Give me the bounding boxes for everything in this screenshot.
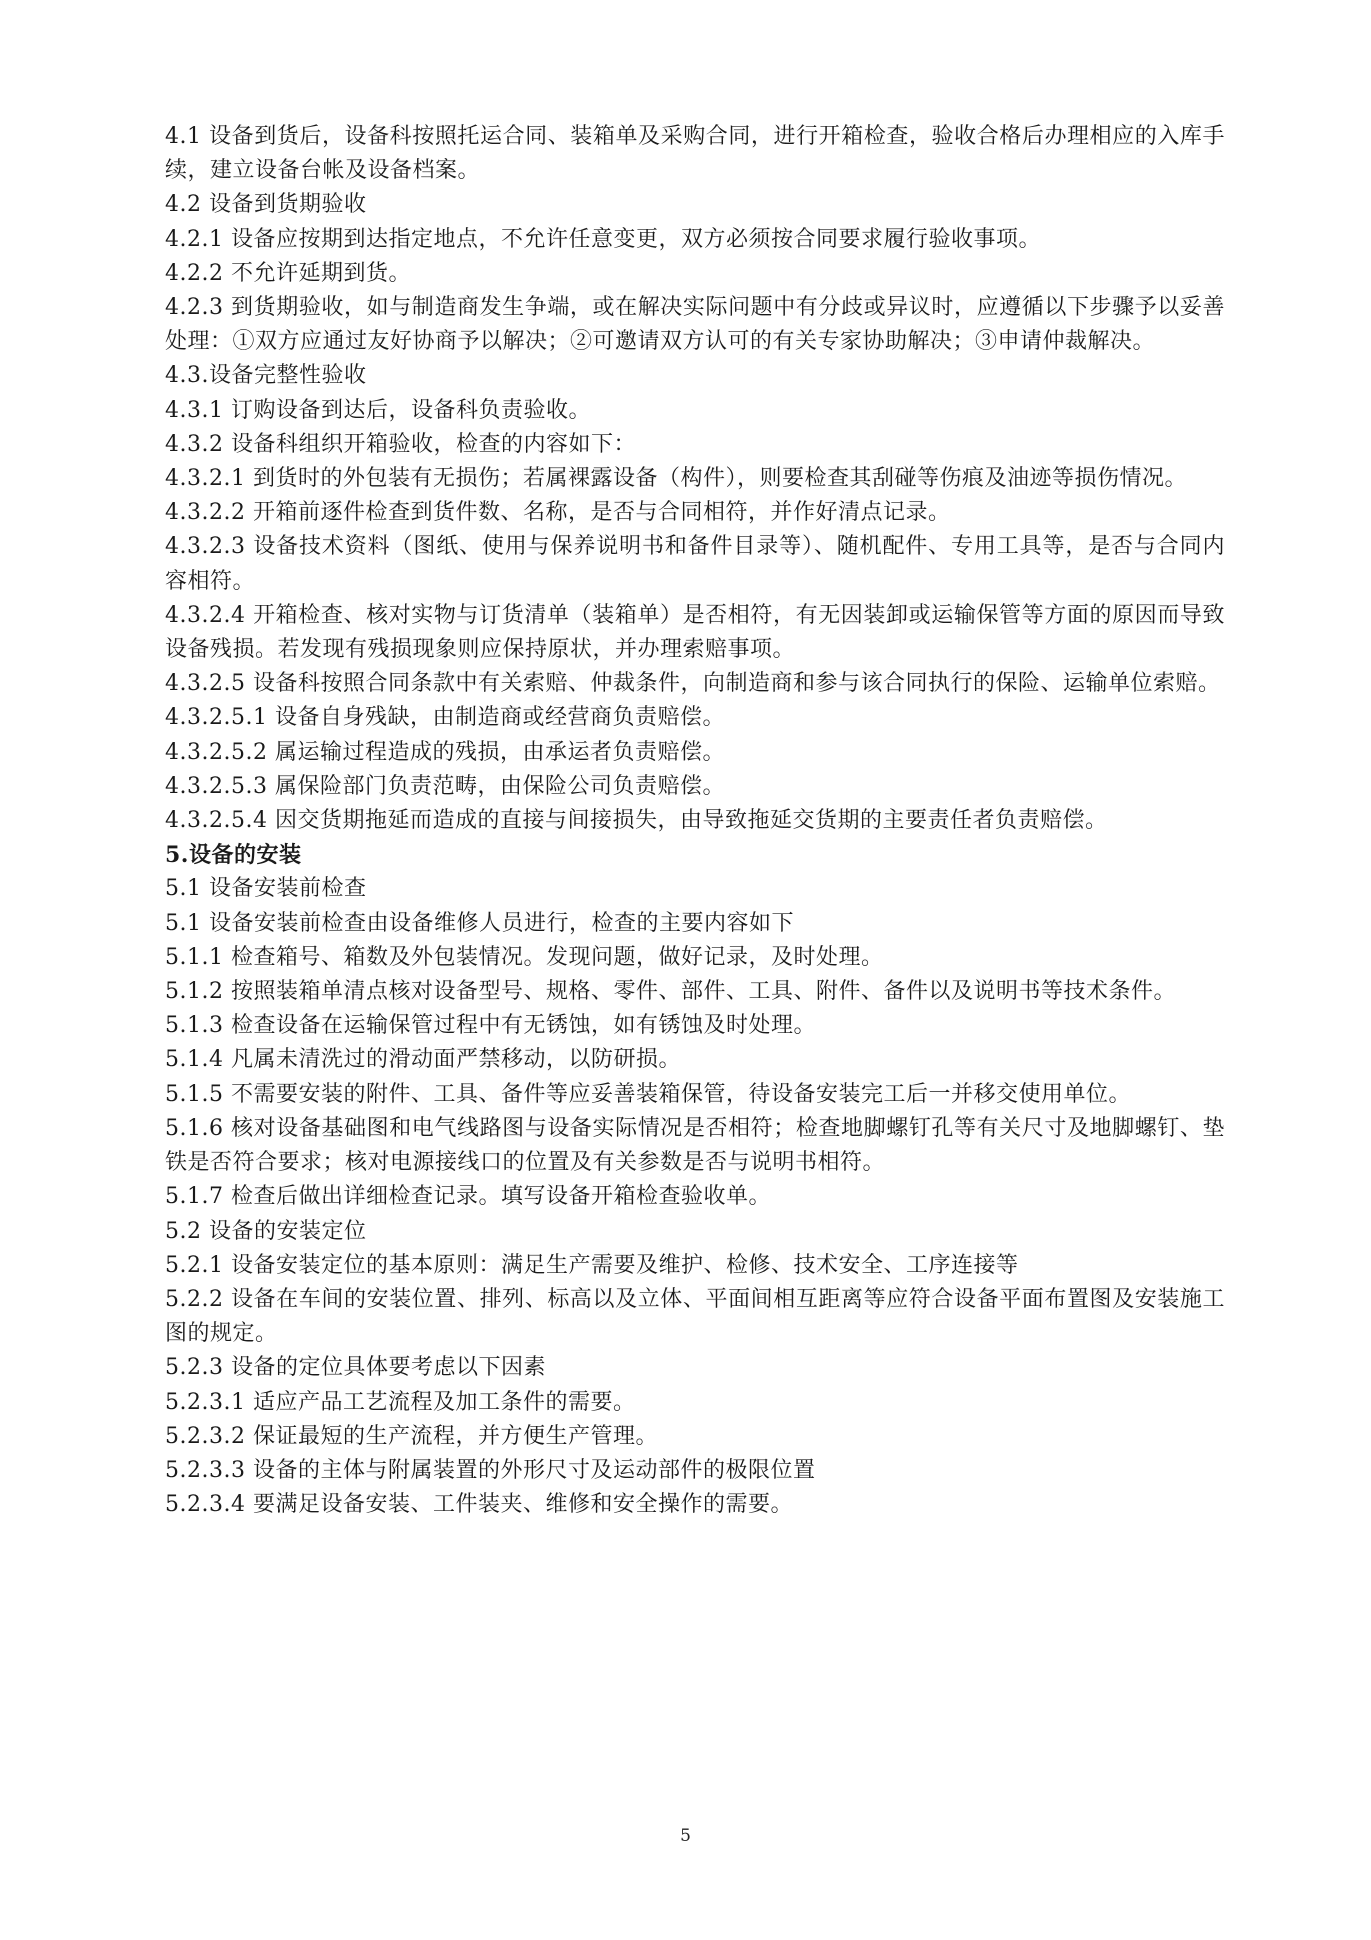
paragraph: 5.2.3 设备的定位具体要考虑以下因素	[165, 1355, 546, 1381]
paragraph: 4.3.2.3 设备技术资料（图纸、使用与保养说明书和备件目录等）、随机配件、专用工具等，是否与合同内容相符。	[165, 534, 1225, 594]
paragraph: 4.3.2.5 设备科按照合同条款中有关索赔、仲裁条件，向制造商和参与该合同执行的保险、运输单位索赔。	[165, 671, 1221, 697]
paragraph: 5.2.3.3 设备的主体与附属装置的外形尺寸及运动部件的极限位置	[165, 1457, 816, 1483]
page-number: 5	[680, 1826, 691, 1846]
paragraph: 5.2.2 设备在车间的安装位置、排列、标高以及立体、平面间相互距离等应符合设备平面布置图及安装施工图的规定。	[165, 1286, 1225, 1347]
paragraph: 4.3.设备完整性验收	[165, 363, 367, 389]
paragraph: 4.2 设备到货期验收	[165, 192, 367, 218]
paragraph: 5.1.3 检查设备在运输保管过程中有无锈蚀，如有锈蚀及时处理。	[165, 1013, 816, 1039]
paragraph: 5.1.7 检查后做出详细检查记录。填写设备开箱检查验收单。	[165, 1184, 771, 1210]
paragraph: 4.1 设备到货后，设备科按照托运合同、装箱单及采购合同，进行开箱检查，验收合格后办理相应的入库手续，建立设备台帐及设备档案。	[165, 124, 1225, 184]
paragraph: 4.2.1 设备应按期到达指定地点，不允许任意变更，双方必须按合同要求履行验收事项。	[165, 226, 1041, 252]
paragraph: 4.3.2.1 到货时的外包装有无损伤；若属裸露设备（构件），则要检查其刮碰等伤痕及油迹等损伤情况。	[165, 466, 1187, 492]
paragraph: 5.1 设备安装前检查	[165, 876, 367, 902]
paragraph: 4.3.2.2 开箱前逐件检查到货件数、名称，是否与合同相符，并作好清点记录。	[165, 500, 951, 526]
section-heading: 5.设备的安装	[165, 842, 302, 869]
paragraph: 5.1.5 不需要安装的附件、工具、备件等应妥善装箱保管，待设备安装完工后一并移交使用单位。	[165, 1081, 1131, 1107]
paragraph: 5.1.4 凡属未清洗过的滑动面严禁移动，以防研损。	[165, 1047, 681, 1073]
paragraph: 4.2.2 不允许延期到货。	[165, 260, 411, 286]
paragraph: 5.2.3.4 要满足设备安装、工件装夹、维修和安全操作的需要。	[165, 1492, 793, 1518]
paragraph: 5.2 设备的安装定位	[165, 1218, 367, 1244]
paragraph: 5.1.6 核对设备基础图和电气线路图与设备实际情况是否相符；检查地脚螺钉孔等有关尺寸及地脚螺钉、垫铁是否符合要求；核对电源接线口的位置及有关参数是否与说明书相符。	[165, 1115, 1225, 1176]
document-body	[165, 120, 1225, 1522]
paragraph: 4.3.2 设备科组织开箱验收，检查的内容如下：	[165, 431, 636, 457]
paragraph: 4.3.2.4 开箱检查、核对实物与订货清单（装箱单）是否相符，有无因装卸或运输保管等方面的原因而导致设备残损。若发现有残损现象则应保持原状，并办理索赔事项。	[165, 602, 1225, 663]
paragraph: 4.2.3 到货期验收，如与制造商发生争端，或在解决实际问题中有分歧或异议时，应遵循以下步骤予以妥善处理：①双方应通过友好协商予以解决；②可邀请双方认可的有关专家协助解决；③申请仲裁解决。	[165, 295, 1225, 355]
paragraph: 5.1.2 按照装箱单清点核对设备型号、规格、零件、部件、工具、附件、备件以及说明书等技术条件。	[165, 979, 1176, 1005]
paragraph: 4.3.2.5.3 属保险部门负责范畴，由保险公司负责赔偿。	[165, 773, 725, 799]
paragraph: 5.1.1 检查箱号、箱数及外包装情况。发现问题，做好记录，及时处理。	[165, 944, 884, 970]
paragraph: 5.2.1 设备安装定位的基本原则：满足生产需要及维护、检修、技术安全、工序连接等	[165, 1252, 1019, 1278]
paragraph: 4.3.1 订购设备到达后，设备科负责验收。	[165, 397, 591, 423]
paragraph: 5.1 设备安装前检查由设备维修人员进行，检查的主要内容如下	[165, 910, 794, 936]
paragraph: 4.3.2.5.2 属运输过程造成的残损，由承运者负责赔偿。	[165, 739, 725, 765]
paragraph: 4.3.2.5.1 设备自身残缺，由制造商或经营商负责赔偿。	[165, 705, 725, 731]
paragraph: 4.3.2.5.4 因交货期拖延而造成的直接与间接损失，由导致拖延交货期的主要责任者负责赔偿。	[165, 808, 1108, 834]
paragraph: 5.2.3.2 保证最短的生产流程，并方便生产管理。	[165, 1423, 658, 1449]
paragraph: 5.2.3.1 适应产品工艺流程及加工条件的需要。	[165, 1389, 636, 1415]
